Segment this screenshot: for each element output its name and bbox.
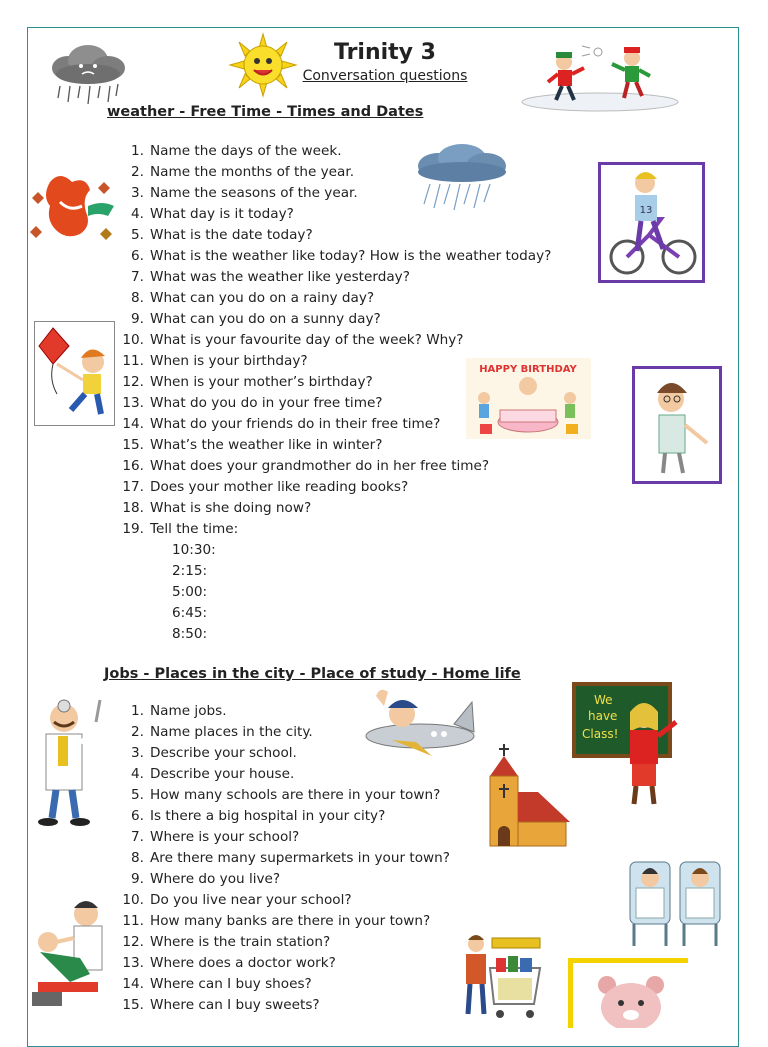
- question-number: 11.: [122, 353, 144, 369]
- board-text-class: Class!: [582, 727, 619, 741]
- shopping-cart-woman-icon: [456, 928, 546, 1024]
- question-number: 3.: [131, 745, 144, 761]
- question-number: 8.: [131, 290, 144, 306]
- pilot-plane-icon: [362, 684, 478, 764]
- page-title: Trinity 3: [333, 40, 436, 65]
- teddy-bear-icon: [573, 963, 688, 1028]
- question-number: 9.: [131, 871, 144, 887]
- question-item: [122, 246, 551, 267]
- question-item: [122, 785, 450, 806]
- question-item: [122, 974, 450, 995]
- question-text: How many schools are there in your town?: [150, 787, 441, 803]
- grandmother-icon: [635, 369, 719, 481]
- question-item: [122, 932, 450, 953]
- question-number: 18.: [122, 500, 144, 516]
- question-text: What is she doing now?: [150, 500, 312, 516]
- board-text-we: We: [594, 693, 613, 707]
- time-item: 10:30:: [172, 542, 216, 558]
- church-icon: [466, 742, 572, 854]
- question-item: [122, 267, 551, 288]
- question-number: 17.: [122, 479, 144, 495]
- kids-snowball-fight-icon: [520, 38, 686, 112]
- question-number: 11.: [122, 913, 144, 929]
- board-text-have: have: [588, 709, 618, 723]
- hospital-beds-icon: [624, 852, 726, 952]
- question-item: [122, 477, 551, 498]
- question-text: Name the days of the week.: [150, 143, 342, 159]
- question-number: 12.: [122, 934, 144, 950]
- question-text: Name places in the city.: [150, 724, 313, 740]
- question-number: 10.: [122, 332, 144, 348]
- question-text: Where can I buy sweets?: [150, 997, 320, 1013]
- question-text: What do you do in your free time?: [150, 395, 383, 411]
- question-number: 9.: [131, 311, 144, 327]
- sun-icon: [228, 32, 298, 98]
- question-item: [122, 309, 551, 330]
- question-number: 4.: [131, 206, 144, 222]
- question-number: 14.: [122, 976, 144, 992]
- question-number: 7.: [131, 829, 144, 845]
- question-text: Are there many supermarkets in your town?: [150, 850, 450, 866]
- teacher-classroom-picture: [572, 682, 686, 809]
- question-text: When is your mother’s birthday?: [150, 374, 373, 390]
- birthday-party-picture: [466, 358, 591, 439]
- question-text: Name jobs.: [150, 703, 227, 719]
- question-number: 5.: [131, 787, 144, 803]
- question-number: 8.: [131, 850, 144, 866]
- question-number: 14.: [122, 416, 144, 432]
- question-text: Where is your school?: [150, 829, 300, 845]
- question-item: [122, 456, 551, 477]
- question-number: 15.: [122, 997, 144, 1013]
- teddy-bear-picture-frame: [568, 958, 688, 1028]
- time-item: 5:00:: [172, 584, 208, 600]
- question-item: [122, 806, 450, 827]
- question-number: 6.: [131, 248, 144, 264]
- question-text: Where can I buy shoes?: [150, 976, 312, 992]
- question-number: 3.: [131, 185, 144, 201]
- question-text: Name the months of the year.: [150, 164, 355, 180]
- question-item: [122, 288, 551, 309]
- question-text: Where does a doctor work?: [150, 955, 336, 971]
- cyclist-icon: [601, 165, 702, 280]
- question-number: 2.: [131, 724, 144, 740]
- question-text: Where is the train station?: [150, 934, 331, 950]
- rain-cloud-blue-icon: [410, 142, 510, 214]
- teacher-blackboard-icon: [572, 682, 686, 809]
- question-text: Do you live near your school?: [150, 892, 352, 908]
- question-item: [122, 764, 450, 785]
- time-item: 6:45:: [172, 605, 208, 621]
- kite-boy-icon: [35, 322, 114, 425]
- question-number: 13.: [122, 395, 144, 411]
- question-text: Is there a big hospital in your city?: [150, 808, 386, 824]
- question-text: When is your birthday?: [150, 353, 308, 369]
- question-item: [122, 953, 450, 974]
- question-number: 2.: [131, 164, 144, 180]
- question-item: [122, 869, 450, 890]
- kite-boy-picture-frame: [34, 321, 115, 426]
- question-number: 7.: [131, 269, 144, 285]
- doctor-icon: [28, 694, 106, 830]
- question-text: What does your grandmother do in her free time?: [150, 458, 490, 474]
- question-item: [122, 848, 450, 869]
- question-text: What is the weather like today? How is the weather today?: [150, 248, 552, 264]
- section-heading-jobs: Jobs - Places in the city - Place of study - Home life: [104, 666, 521, 682]
- question-item: [122, 330, 551, 351]
- question-number: 10.: [122, 892, 144, 908]
- section-heading-weather: weather - Free Time - Times and Dates: [107, 104, 424, 120]
- question-text: Tell the time:: [150, 521, 239, 537]
- question-text: How many banks are there in your town?: [150, 913, 431, 929]
- question-text: What can you do on a rainy day?: [150, 290, 375, 306]
- question-text: What do your friends do in their free time?: [150, 416, 441, 432]
- question-text: Describe your school.: [150, 745, 297, 761]
- question-text: Describe your house.: [150, 766, 295, 782]
- question-number: 1.: [131, 143, 144, 159]
- question-number: 5.: [131, 227, 144, 243]
- question-text: Does your mother like reading books?: [150, 479, 409, 495]
- question-item: [122, 519, 551, 540]
- time-item: 8:50:: [172, 626, 208, 642]
- time-item: 2:15:: [172, 563, 208, 579]
- page-subtitle: Conversation questions: [302, 68, 468, 84]
- question-number: 16.: [122, 458, 144, 474]
- question-text: What’s the weather like in winter?: [150, 437, 383, 453]
- question-number: 6.: [131, 808, 144, 824]
- question-number: 15.: [122, 437, 144, 453]
- cyclist-picture-frame: [598, 162, 705, 283]
- question-number: 13.: [122, 955, 144, 971]
- question-text: What can you do on a sunny day?: [150, 311, 381, 327]
- cake-banner-text: HAPPY BIRTHDAY: [479, 364, 577, 375]
- question-text: Where do you live?: [150, 871, 281, 887]
- question-text: What was the weather like yesterday?: [150, 269, 410, 285]
- question-item: [122, 225, 551, 246]
- question-text: What day is it today?: [150, 206, 294, 222]
- question-item: [122, 995, 450, 1016]
- question-item: [122, 890, 450, 911]
- grandmother-picture-frame: [632, 366, 722, 484]
- question-item: [122, 827, 450, 848]
- question-text: Name the seasons of the year.: [150, 185, 358, 201]
- rain-cloud-icon: [48, 40, 130, 110]
- dentist-icon: [28, 894, 118, 1012]
- question-text: What is your favourite day of the week? Why?: [150, 332, 464, 348]
- question-number: 12.: [122, 374, 144, 390]
- autumn-leaves-fox-icon: [30, 162, 118, 254]
- question-number: 1.: [131, 703, 144, 719]
- question-item: [122, 911, 450, 932]
- question-text: What is the date today?: [150, 227, 313, 243]
- jersey-number: 13: [639, 205, 653, 216]
- birthday-cake-icon: [466, 358, 591, 439]
- question-number: 19.: [122, 521, 144, 537]
- time-list: [172, 540, 216, 645]
- question-number: 4.: [131, 766, 144, 782]
- question-item: [122, 498, 551, 519]
